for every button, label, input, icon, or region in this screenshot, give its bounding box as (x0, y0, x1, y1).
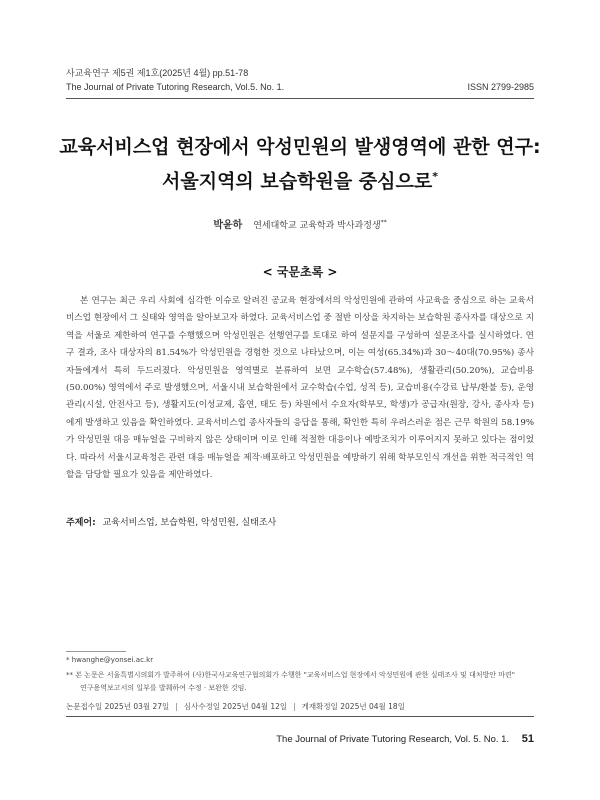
author-name: 박윤하 (213, 220, 243, 231)
page-footer (276, 733, 534, 745)
abstract-heading: < 국문초록 > (262, 265, 338, 279)
title-footnote-mark: * (432, 170, 438, 183)
header-rule (66, 98, 534, 99)
title-line-1: 교육서비스업 현장에서 악성민원의 발생영역에 관한 연구: (59, 136, 541, 158)
journal-citation-en: The Journal of Private Tutoring Research, Vol.5. No. 1. (66, 82, 285, 92)
accepted-date: 게재확정일 2025년 04월 18일 (301, 702, 405, 711)
submission-dates (66, 701, 405, 712)
footnote-note-line-2: 연구용역보고서의 일부를 발췌하여 수정 · 보완한 것임. (80, 684, 247, 692)
date-separator: | (293, 702, 296, 711)
issn-label: ISSN 2799-2985 (467, 82, 534, 92)
keywords-list: 교육서비스업, 보습학원, 악성민원, 실태조사 (102, 518, 277, 528)
author-footnote-mark: ** (380, 219, 387, 226)
footnote-rule (66, 651, 126, 652)
footnote-email: * hwanghe@yonsei.ac.kr (66, 656, 154, 664)
abstract-body: 본 연구는 최근 우리 사회에 심각한 이슈로 알려진 공교육 현장에서의 악성민원에 관하여 사교육을 중심으로 하는 교육서비스업 현장에서 그 실태와 영역을 알아보고자 하였다. 교육서비스업 중 절반 이상을 차지하는 보습학원 종사자를 대상으로 지역을 서울로 제한하여 연구를 수행했으며 악성민원은 선행연구를 토대로 하여 설문지를 구성하여 설문조사를 실시하였다. 연구 결과, 조사 대상자의 81.54%가 악성민원을 경험한 것으로 나타났으며, 이는 여성(65.34%)과 30～40대(70.95%) 종사자들에게서 특히 두드러졌다. 악성민원을 영역별로 분류하여 보면 교수학습(57.48%), 생활관리(50.20%), 교습비용(50.00%) 영역에서 주로 발생했으며, 서울시내 보습학원에서 교수학습(수업, 성적 등), 교습비용(수강료 납부/환불 등), 운영관리(시설, 안전사고 등), 생활지도(이성교제, 흡연, 태도 등) 차원에서 수요자(학부모, 학생)가 공급자(원장, 강사, 종사자 등)에게 발생하고 있음을 확인하였다. 교육서비스업 종사자들의 응답을 통해, 확인한 특히 우려스러운 점은 근무 학원의 58.19%가 악성민원 대응 매뉴얼을 구비하지 않은 상태이며 이로 인해 적절한 대응이나 예방조치가 이루어지지 못하고 있다는 점이었다. 따라서 서울시교육청은 관련 대응 매뉴얼을 제작·배포하고 악성민원을 예방하기 위해 학부모인식 개선을 위한 적극적인 역할을 담당할 필요가 있음을 제안하였다. (66, 296, 534, 481)
footnote-note-line-1: ** 본 논문은 서울특별시의회가 발주하여 (사)한국사교육연구협의회가 수행한 "교육서비스업 현장에서 악성민원에 관한 실태조사 및 대처방안 마련" (66, 671, 516, 679)
paper-title (40, 132, 560, 196)
keywords-label: 주제어: (66, 518, 96, 528)
title-line-2: 서울지역의 보습학원을 중심으로* (162, 170, 438, 193)
date-separator: | (175, 702, 178, 711)
page-number: 51 (521, 733, 534, 745)
author-line (0, 216, 600, 231)
journal-citation-ko: 사교육연구 제5권 제1호(2025년 4월) pp.51-78 (66, 68, 249, 78)
author-affiliation: 연세대학교 교육학과 박사과정생** (253, 219, 387, 231)
received-date: 논문접수일 2025년 03월 27일 (66, 702, 170, 711)
footer-journal: The Journal of Private Tutoring Research, Vol. 5. No. 1. (276, 734, 510, 745)
revised-date: 심사수정일 2025년 04월 12일 (183, 702, 288, 711)
dates-rule (66, 716, 534, 717)
keywords (66, 515, 276, 528)
